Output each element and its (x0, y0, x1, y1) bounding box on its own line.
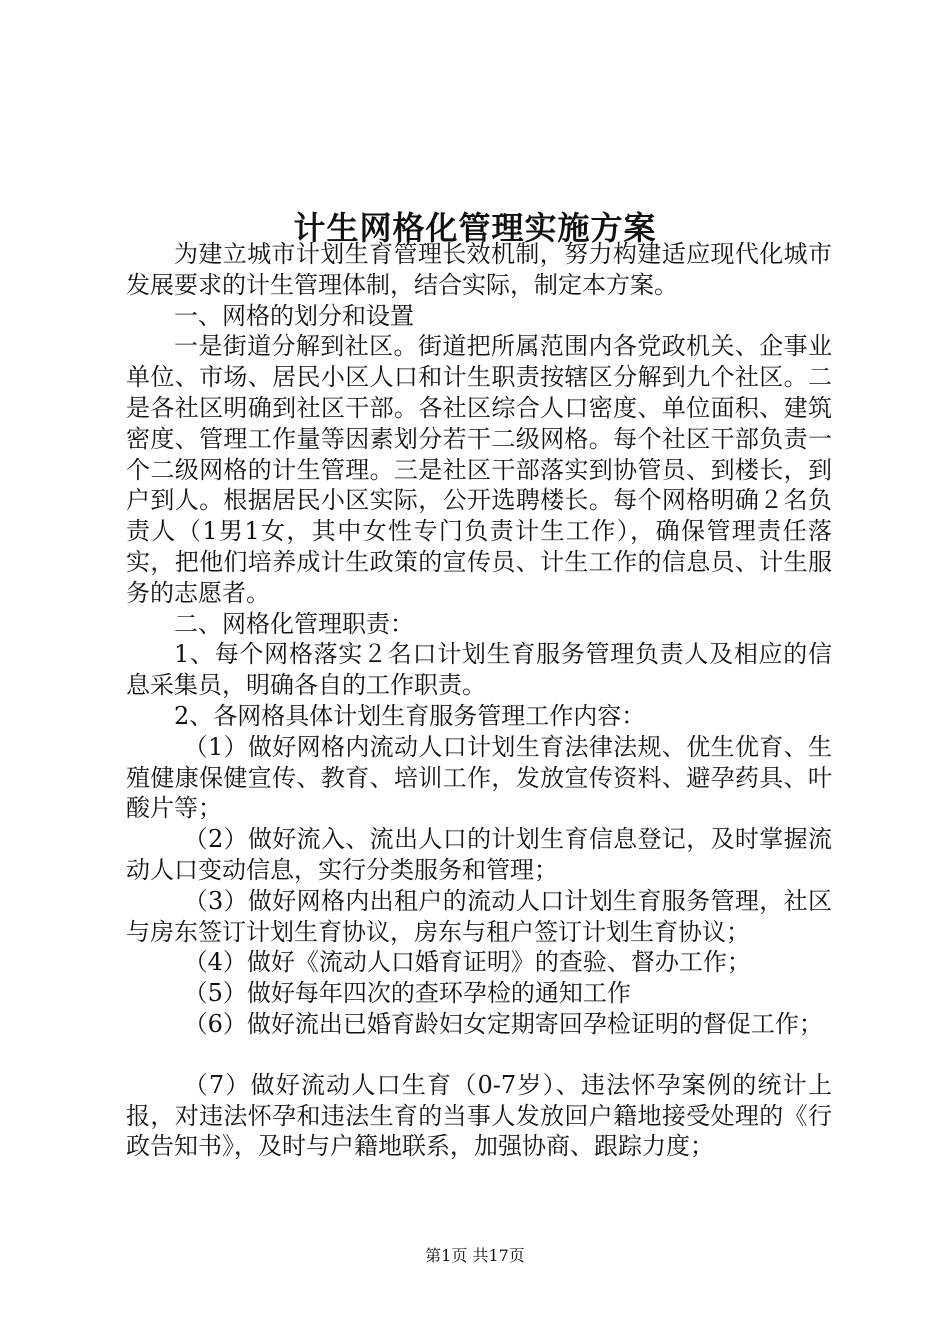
work-item-1: （1）做好网格内流动人口计划生育法律法规、优生优育、生殖健康保健宣传、教育、培训工作，发放宣传资料、避孕药具、叶酸片等； (126, 732, 832, 823)
work-item-7: （7）做好流动人口生育（0-7岁）、违法怀孕案例的统计上报，对违法怀孕和违法生育的当事人发放回户籍地接受处理的《行政告知书》，及时与户籍地联系，加强协商、跟踪力度； (126, 1070, 832, 1161)
work-item-4: （4）做好《流动人口婚育证明》的查验、督办工作； (183, 948, 751, 977)
intro-paragraph: 为建立城市计划生育管理长效机制，努力构建适应现代化城市发展要求的计生管理体制，结合实际，制定本方案。 (126, 240, 832, 299)
section-heading-1: 一、网格的划分和设置 (174, 301, 414, 330)
work-item-5: （5）做好每年四次的查环孕检的通知工作 (183, 979, 631, 1008)
duty-item-2: 2、各网格具体计划生育服务管理工作内容： (174, 701, 646, 730)
work-item-2: （2）做好流入、流出人口的计划生育信息登记，及时掌握流动人口变动信息，实行分类服务和管理； (126, 825, 832, 884)
section-heading-2: 二、网格化管理职责： (174, 609, 414, 638)
document-body (126, 239, 832, 1162)
document-title: 计生网格化管理实施方案 (293, 209, 657, 248)
work-item-3: （3）做好网格内出租户的流动人口计划生育服务管理，社区与房东签订计划生育协议，房东与租户签订计划生育协议； (126, 886, 832, 946)
section-1-paragraph: 一是街道分解到社区。街道把所属范围内各党政机关、企事业单位、市场、居民小区人口和计生职责按辖区分解到九个社区。二是各社区明确到社区干部。各社区综合人口密度、单位面积、建筑密度、管理工作量等因素划分若干二级网格。每个社区干部负责一个二级网格的计生管理。三是社区干部落实到协管员、到楼长，到户到人。根据居民小区实际，公开选聘楼长。每个网格明确２名负责人（1男1女，其中女性专门负责计生工作），确保管理责任落实，把他们培养成计生政策的宣传员、计生工作的信息员、计生服务的志愿者。 (126, 332, 832, 607)
page-footer: 第1页 共17页 (425, 1246, 525, 1265)
duty-item-1: 1、每个网格落实２名口计划生育服务管理负责人及相应的信息采集员，明确各自的工作职责。 (126, 640, 832, 700)
work-item-6: （6）做好流出已婚育龄妇女定期寄回孕检证明的督促工作； (183, 1009, 823, 1038)
